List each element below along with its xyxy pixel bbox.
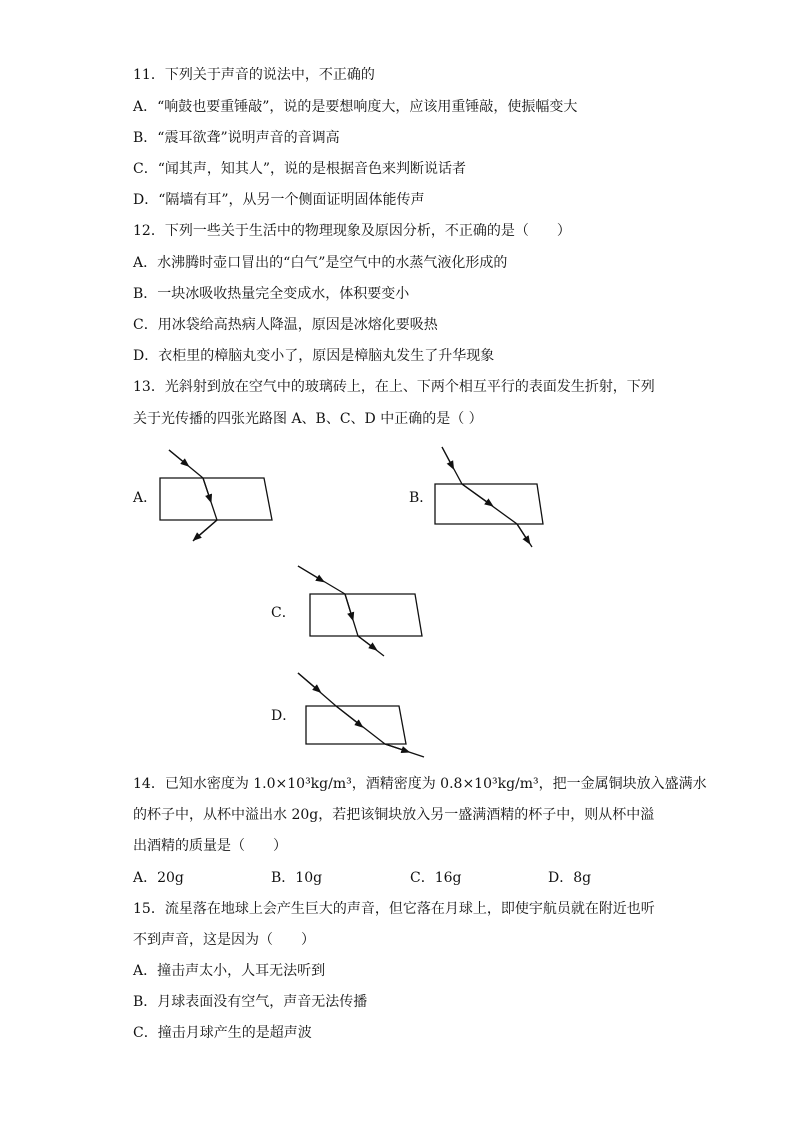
q15-option-a: A．撞击声太小，人耳无法听到	[133, 963, 326, 979]
figure-d	[298, 673, 424, 757]
figure-label-d: D．	[271, 708, 297, 724]
figure-a	[160, 450, 272, 541]
q15-option-b: B．月球表面没有空气，声音无法传播	[133, 994, 368, 1010]
q15-stem-line1: 15．流星落在地球上会产生巨大的声音，但它落在月球上，即使宇航员就在附近也听	[133, 901, 655, 917]
q15-option-c: C．撞击月球产生的是超声波	[133, 1025, 312, 1041]
q12-stem: 12．下列一些关于生活中的物理现象及原因分析，不正确的是（ ）	[133, 223, 571, 239]
q13-stem-line1: 13．光斜射到放在空气中的玻璃砖上，在上、下两个相互平行的表面发生折射，下列	[133, 379, 655, 395]
q11-stem: 11．下列关于声音的说法中，不正确的	[133, 67, 375, 83]
q11-option-c: C．“闻其声，知其人”，说的是根据音色来判断说话者	[133, 161, 467, 177]
q15-stem-line2: 不到声音，这是因为（ ）	[133, 932, 315, 948]
q14-stem-line3: 出酒精的质量是（ ）	[133, 838, 287, 854]
q11-option-a: A．“响鼓也要重锤敲”，说的是要想响度大，应该用重锤敲，使振幅变大	[133, 99, 578, 115]
glass-block-d	[306, 706, 406, 744]
figure-label-a: A．	[133, 490, 158, 506]
q12-option-b: B．一块冰吸收热量完全变成水，体积要变小	[133, 286, 410, 302]
figure-label-b: B．	[409, 490, 434, 506]
q11-option-b: B．“震耳欲聋”说明声音的音调高	[133, 130, 340, 146]
light-ray-c	[298, 566, 384, 656]
figure-label-c: C．	[271, 605, 296, 621]
glass-block-c	[310, 594, 422, 636]
q14-option-a: A．20g	[133, 870, 184, 886]
q14-option-b: B．10g	[271, 870, 323, 886]
figure-c	[298, 566, 422, 656]
light-ray-a	[169, 450, 217, 541]
glass-block-a	[160, 478, 272, 520]
light-ray-b	[442, 447, 532, 547]
q11-option-d: D．“隔墙有耳”，从另一个侧面证明固体能传声	[133, 192, 425, 208]
q12-option-c: C．用冰袋给高热病人降温，原因是冰熔化要吸热	[133, 317, 438, 333]
q14-option-d: D．8g	[548, 870, 592, 886]
q12-option-d: D．衣柜里的樟脑丸变小了，原因是樟脑丸发生了升华现象	[133, 348, 495, 364]
q14-stem-line2: 的杯子中，从杯中溢出水 20g，若把该铜块放入另一盛满酒精的杯子中，则从杯中溢	[133, 807, 655, 823]
q13-stem-line2: 关于光传播的四张光路图 A、B、C、D 中正确的是（ ）	[133, 411, 483, 427]
q14-option-c: C．16g	[410, 870, 462, 886]
q12-option-a: A．水沸腾时壶口冒出的“白气”是空气中的水蒸气液化形成的	[133, 255, 508, 271]
figure-b	[435, 447, 543, 547]
q14-stem-line1: 14．已知水密度为 1.0×10³kg/m³，酒精密度为 0.8×10³kg/m³，把一金属铜块放入盛满水	[133, 776, 707, 792]
